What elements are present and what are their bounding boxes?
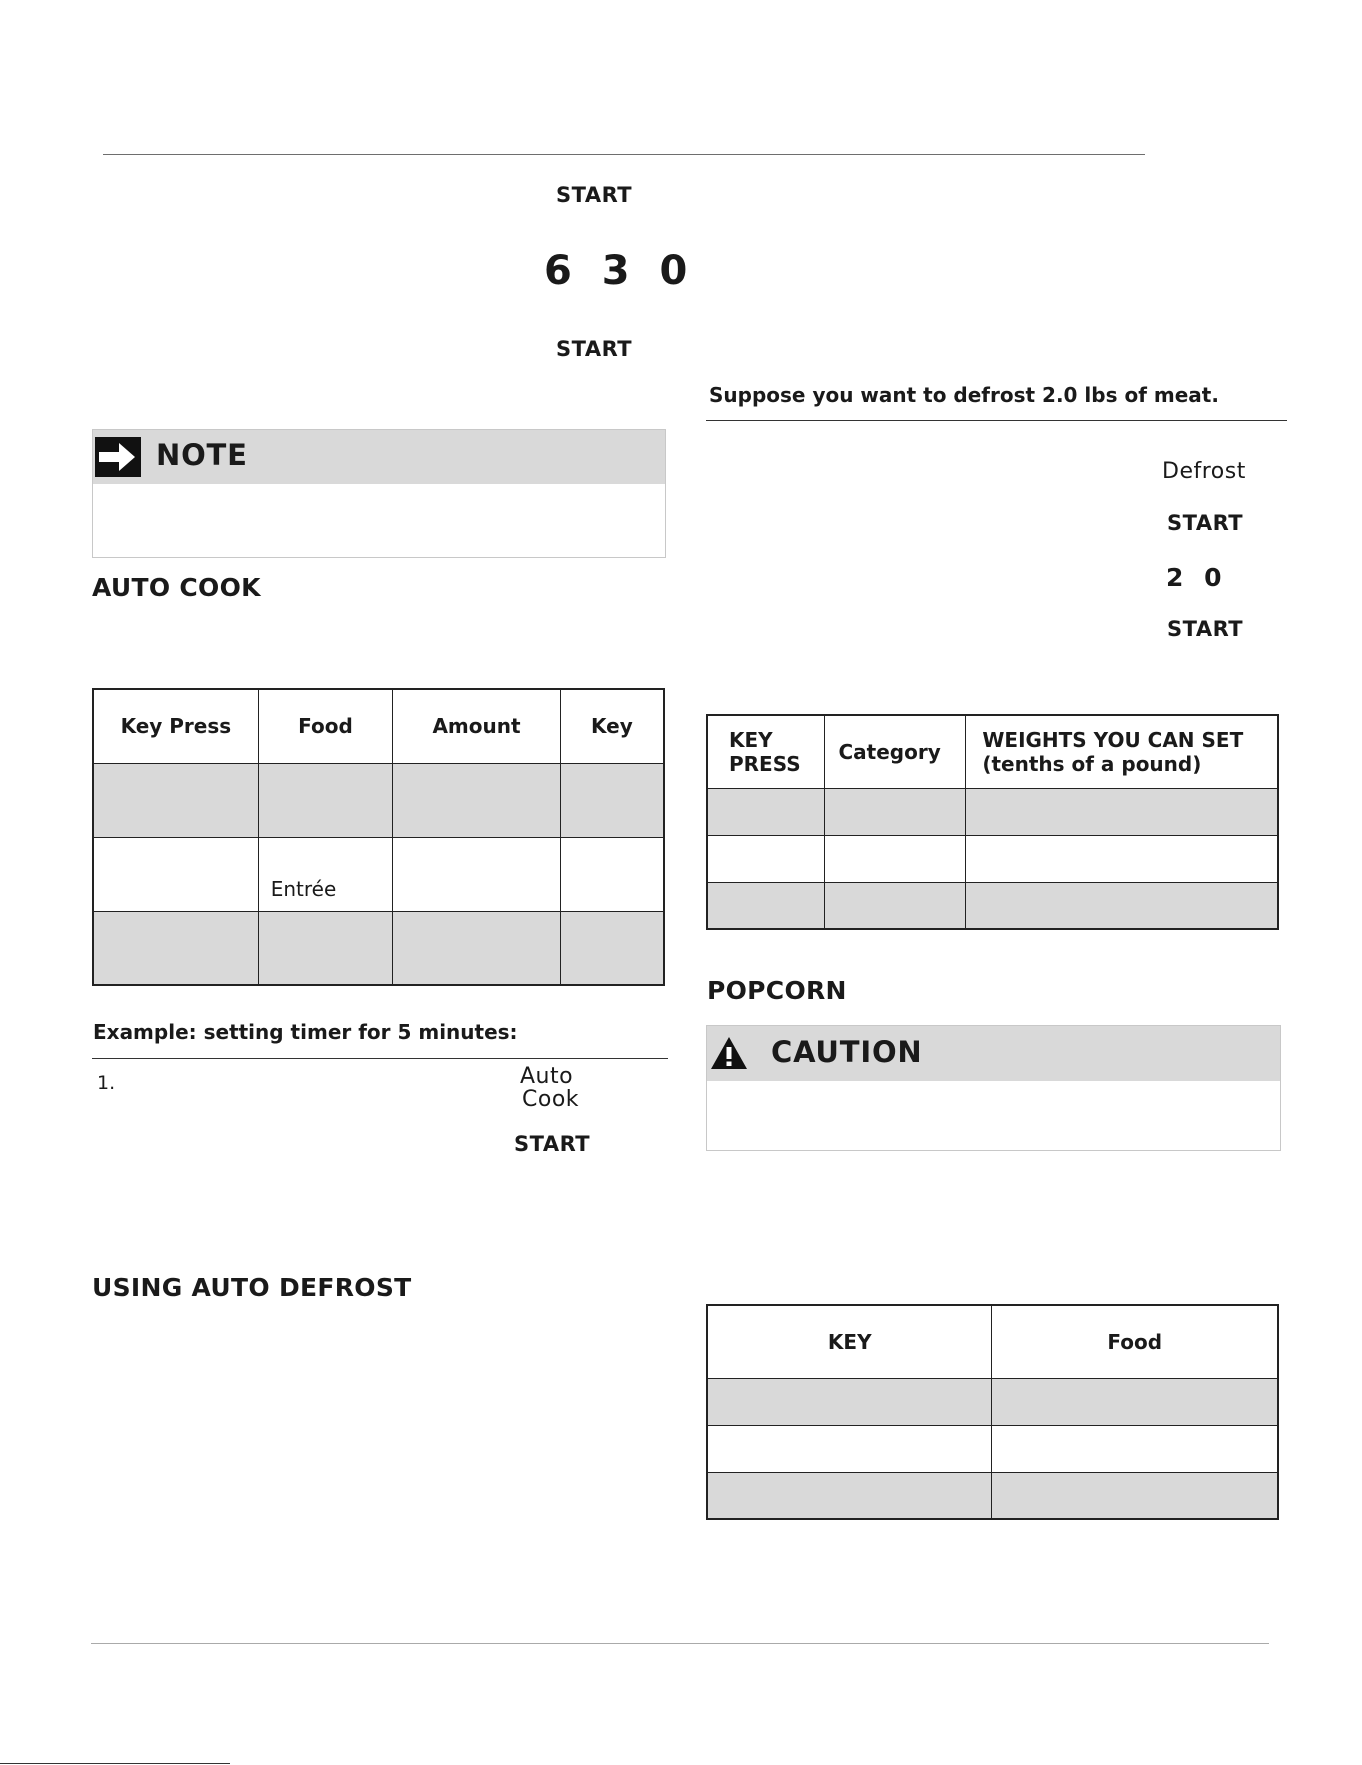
top-rule	[103, 154, 1145, 155]
defrost-example-rule	[706, 420, 1287, 421]
table-row	[707, 788, 1278, 835]
warning-icon	[710, 1036, 748, 1070]
popcorn-table	[706, 1304, 1279, 1520]
table-row	[707, 882, 1278, 929]
table-row	[93, 837, 664, 911]
table-row	[707, 1472, 1278, 1519]
table-row	[707, 1425, 1278, 1472]
table-row	[707, 1378, 1278, 1425]
footer-rule	[0, 1763, 230, 1764]
table-row	[93, 763, 664, 837]
auto-defrost-heading: USING AUTO DEFROST	[92, 1273, 412, 1302]
start-key-label: START	[1167, 617, 1244, 641]
food-entree: Entrée	[258, 837, 393, 911]
table-header: Food	[258, 689, 393, 763]
auto-cook-heading: AUTO COOK	[92, 573, 261, 602]
step-number: 1.	[97, 1072, 116, 1094]
start-key-label: START	[556, 183, 633, 207]
table-header: KEY	[707, 1305, 992, 1378]
table-header: Amount	[393, 689, 561, 763]
display-digits-630: 6 3 0	[544, 248, 696, 294]
note-title: NOTE	[156, 438, 248, 472]
example-rule	[92, 1058, 668, 1059]
table-header: Key	[560, 689, 664, 763]
auto-key-label: Auto	[520, 1064, 574, 1089]
example-heading: Example: setting timer for 5 minutes:	[93, 1020, 518, 1044]
table-header: Food	[992, 1305, 1278, 1378]
display-digits-20: 2 0	[1166, 563, 1228, 592]
note-callout	[92, 429, 666, 558]
bottom-rule	[91, 1643, 1269, 1644]
table-header: Category	[825, 715, 966, 788]
table-header: Key Press	[93, 689, 258, 763]
table-row	[707, 835, 1278, 882]
table-header: WEIGHTS YOU CAN SET (tenths of a pound)	[966, 715, 1278, 788]
start-key-label: START	[514, 1132, 591, 1156]
table-row	[93, 911, 664, 985]
popcorn-heading: POPCORN	[707, 976, 847, 1005]
defrost-key-label: Defrost	[1162, 459, 1246, 484]
defrost-table	[706, 714, 1279, 930]
cook-key-label: Cook	[522, 1087, 580, 1112]
defrost-example-heading: Suppose you want to defrost 2.0 lbs of meat.	[709, 383, 1219, 407]
table-header: KEY PRESS	[707, 715, 825, 788]
start-key-label: START	[556, 337, 633, 361]
caution-callout	[706, 1025, 1281, 1151]
auto-cook-table	[92, 688, 665, 986]
arrow-right-icon	[95, 437, 141, 477]
start-key-label: START	[1167, 511, 1244, 535]
caution-title: CAUTION	[771, 1035, 923, 1069]
